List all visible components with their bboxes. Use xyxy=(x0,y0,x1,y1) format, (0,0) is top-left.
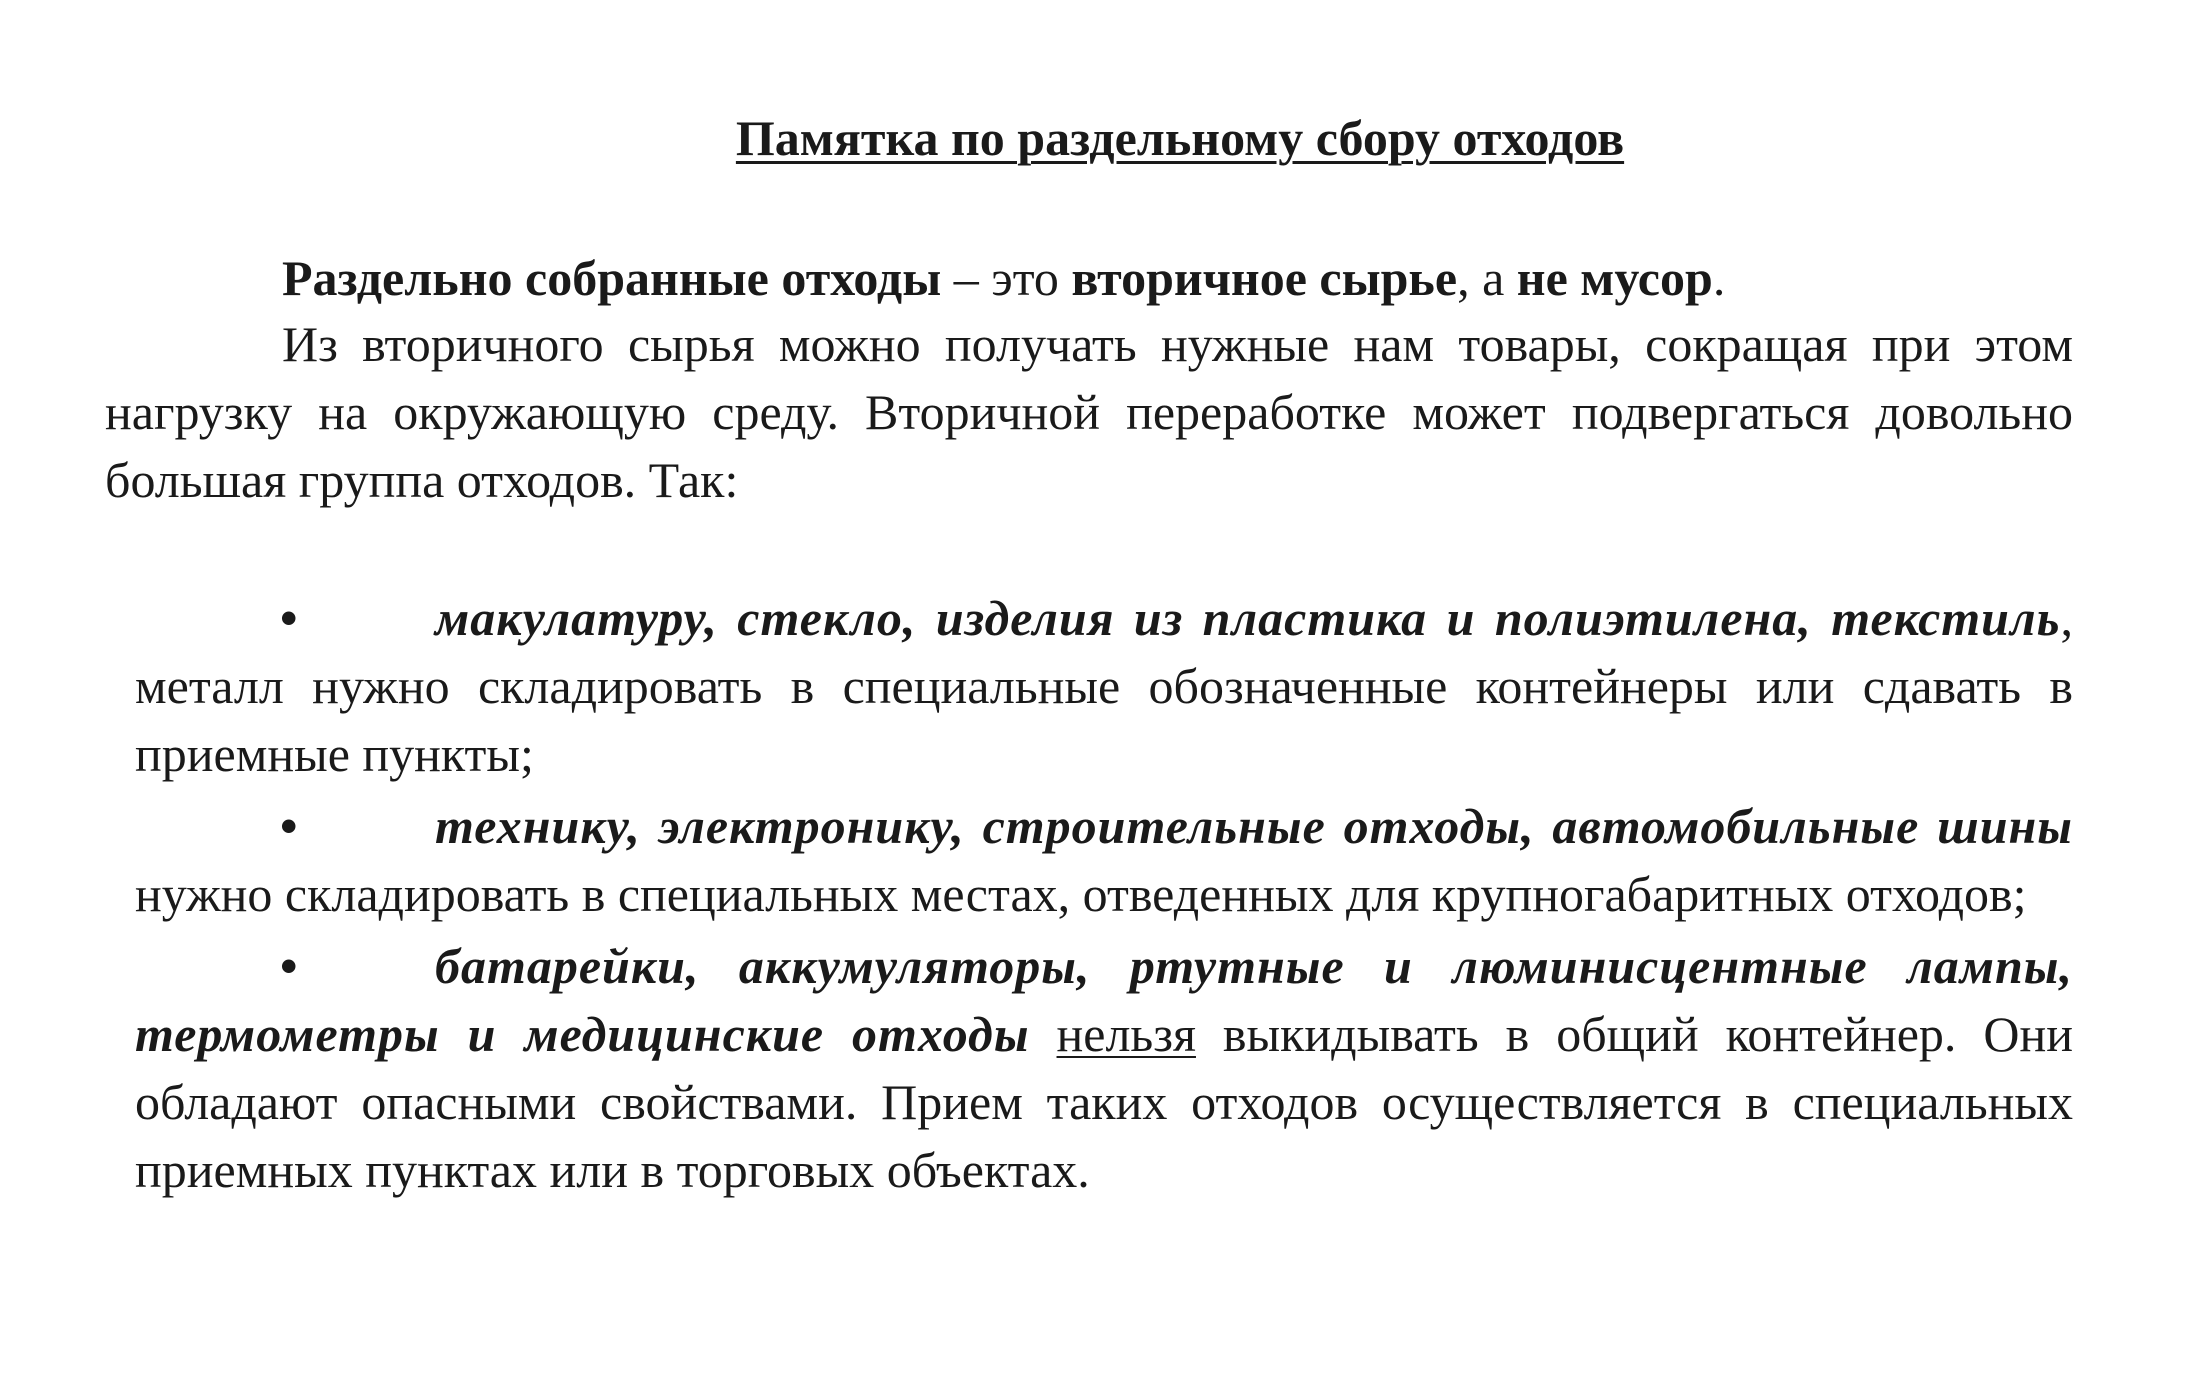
intro-line xyxy=(105,244,2073,312)
bullet-list xyxy=(135,584,2073,1208)
intro-bold-separately-collected: Раздельно собранные отходы xyxy=(282,250,942,306)
document-title: Памятка по раздельному сбору отходов xyxy=(735,110,1625,166)
bullet-emphasis: макулатуру, стекло, изделия из пластика и полиэтилена, текстиль xyxy=(435,590,2061,646)
bullet-text: выкидывать в общий контейнер. Они обладают опасными свойствами. Прием таких отходов осуществляется в специальных приемных пунктах или в торговых объектах. xyxy=(135,1006,2073,1198)
intro-text-2: , а xyxy=(1457,250,1517,306)
intro-bold-secondary-raw: вторичное сырье xyxy=(1071,250,1458,306)
intro-bold-not-garbage: не мусор xyxy=(1516,250,1713,306)
bullet-emphasis: батарейки, аккумуляторы, ртутные и люминисцентные лампы, термометры и медицинские отходы xyxy=(135,938,2073,1062)
bullet-item-hazardous xyxy=(135,932,2073,1204)
bullet-icon: • xyxy=(280,590,298,646)
bullet-item-bulky xyxy=(135,792,2073,928)
bullet-icon: • xyxy=(280,798,298,854)
bullet-underlined-forbidden: нельзя xyxy=(1056,1006,1196,1062)
bullet-item-recyclables xyxy=(135,584,2073,788)
intro-text-3: . xyxy=(1712,250,1726,306)
bullet-emphasis: технику, электронику, строительные отходы, автомобильные шины xyxy=(435,798,2073,854)
bullet-text: нужно складировать в специальных местах, отведенных для крупногабаритных отходов; xyxy=(135,866,2027,922)
body-paragraph: Из вторичного сырья можно получать нужные нам товары, сокращая при этом нагрузку на окружающую среду. Вторичной переработке может подвергаться довольно большая группа отходов. Так: xyxy=(105,316,2073,508)
bullet-icon: • xyxy=(280,938,298,994)
bullet-text: , металл нужно складировать в специальные обозначенные контейнеры или сдавать в приемные пункты; xyxy=(135,590,2073,782)
intro-text-1: – это xyxy=(941,250,1072,306)
bullet-space xyxy=(1030,1006,1057,1062)
